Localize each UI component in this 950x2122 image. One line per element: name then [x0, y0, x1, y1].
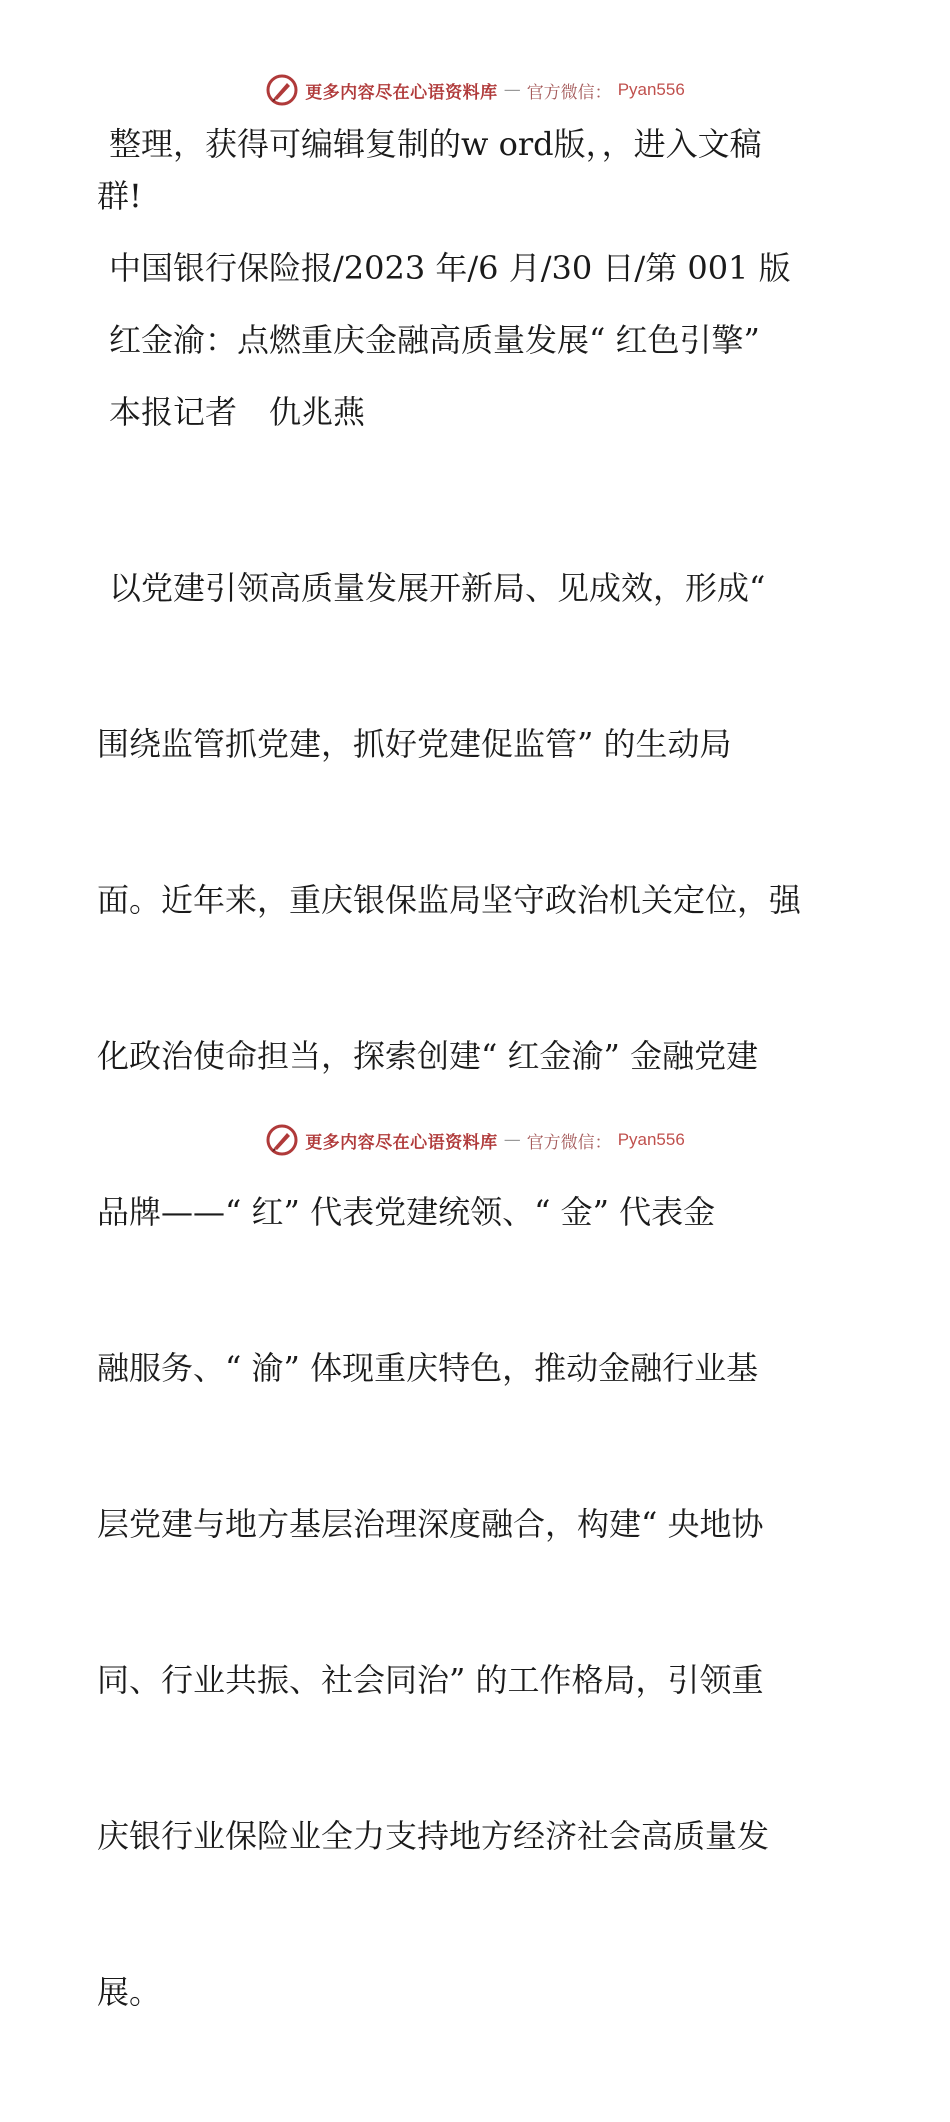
watermark-contact-id: Pyan556 [617, 1130, 685, 1149]
watermark-contact-label: 官方微信： [526, 82, 612, 103]
body-line: 展。 [97, 1973, 162, 2011]
watermark-brand: 更多内容尽在心语资料库 [305, 82, 498, 103]
body-line: 化政治使命担当，探索创建“ 红金渝” 金融党建 [97, 1037, 759, 1075]
pen-logo-icon [265, 73, 299, 107]
watermark-contact-id: Pyan556 [617, 80, 685, 99]
article-title: 红金渝：点燃重庆金融高质量发展“ 红色引擎” [109, 321, 760, 359]
body-line: 层党建与地方基层治理深度融合，构建“ 央地协 [97, 1505, 764, 1543]
body-line: 以党建引领高质量发展开新局、见成效，形成“ [109, 569, 766, 607]
watermark-brand: 更多内容尽在心语资料库 [305, 1132, 498, 1153]
byline: 本报记者 仇兆燕 [109, 393, 366, 431]
intro-line-2: 群! [97, 177, 142, 215]
body-line: 面。近年来，重庆银保监局坚守政治机关定位，强 [97, 881, 802, 919]
body-line: 融服务、“ 渝” 体现重庆特色，推动金融行业基 [97, 1349, 759, 1387]
watermark-contact-label: 官方微信： [526, 1132, 612, 1153]
source-line: 中国银行保险报/2023 年/6 月/30 日/第 001 版 [109, 249, 791, 287]
footer-watermark [0, 1120, 950, 1160]
article-paragraph [97, 458, 857, 2122]
body-line: 品牌——“ 红” 代表党建统领、“ 金” 代表金 [97, 1193, 716, 1231]
header-watermark [0, 70, 950, 110]
body-line: 庆银行业保险业全力支持地方经济社会高质量发 [97, 1817, 770, 1855]
watermark-separator: — [503, 80, 521, 100]
body-line: 围绕监管抓党建，抓好党建促监管” 的生动局 [97, 725, 732, 763]
pen-logo-icon [265, 1123, 299, 1157]
intro-line-1: 整理，获得可编辑复制的w ord版，，进入文稿 [109, 125, 762, 163]
body-line: 同、行业共振、社会同治” 的工作格局，引领重 [97, 1661, 764, 1699]
watermark-separator: — [503, 1130, 521, 1150]
